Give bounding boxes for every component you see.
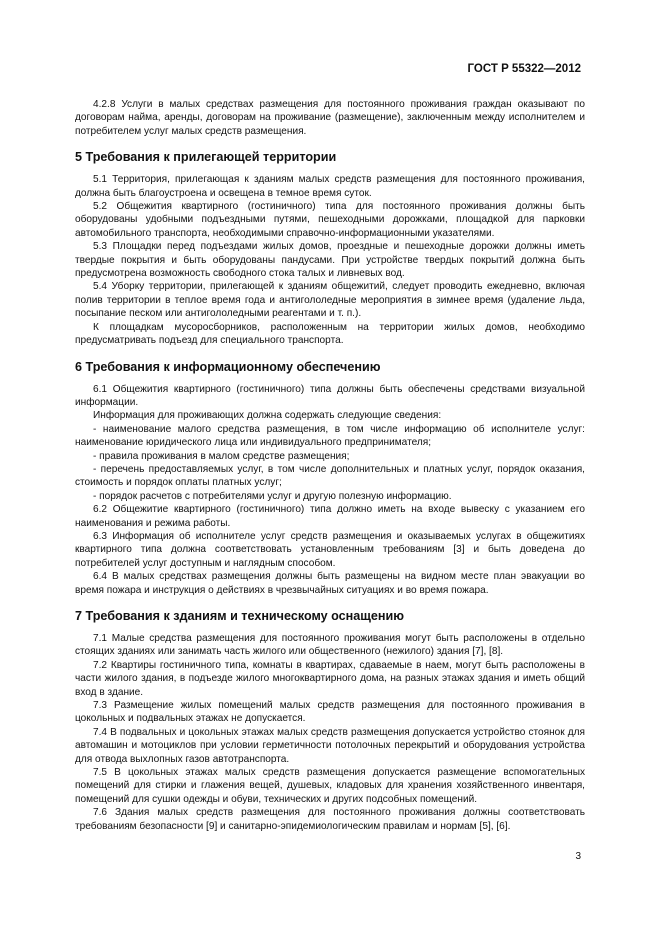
page-number: 3	[575, 851, 581, 862]
list-item: - перечень предоставляемых услуг, в том числе дополнительных и платных услуг, порядок оказания, стоимость и порядок оплаты платных услуг;	[75, 463, 585, 489]
paragraph: 6.1 Общежития квартирного (гостиничного) типа должны быть обеспечены средствами визуальной информации.	[75, 383, 585, 408]
paragraph: 7.2 Квартиры гостиничного типа, комнаты в квартирах, сдаваемые в наем, могут быть расположены в части жилого здания, в подъезде жилого многоквартирного дома, на разных этажах здания и иметь общий вход в здание.	[75, 659, 585, 698]
paragraph: 5.2 Общежития квартирного (гостиничного) типа для постоянного проживания должны быть оборудованы удобными подъездными путями, пешеходными дорожками, площадкой для парковки автомобильного транспорта, необходимыми справочно-информационными указателями.	[75, 201, 585, 239]
section-7-title: 7 Требования к зданиям и техническому оснащению	[75, 609, 405, 623]
paragraph: 7.4 В подвальных и цокольных этажах малых средств размещения допускается устройство стоянок для автомашин и мотоциклов при условии герметичности потолочных перекрытий и оборудования устройства для отвода выхлопных газов автотранспорта.	[75, 726, 585, 765]
paragraph: 7.6 Здания малых средств размещения для постоянного проживания должны соответствовать требованиям безопасности [9] и санитарно-эпидемиологическим правилам и нормам [5], [6].	[75, 807, 585, 832]
page-content	[75, 98, 585, 833]
paragraph-4-2-8: 4.2.8 Услуги в малых средствах размещения для постоянного проживания граждан оказывают по договорам найма, аренды, договорам на проживание (размещение), заключенным между исполнителем и потребителем услуг малых средств размещения.	[75, 99, 585, 137]
paragraph: Информация для проживающих должна содержать следующие сведения:	[93, 410, 442, 422]
paragraph: 7.5 В цокольных этажах малых средств размещения допускается размещение вспомогательных помещений для стирки и глажения вещей, душевых, кладовых для хранения хозяйственного инвентаря, помещений для сушки одежды и обуви, технических и других подсобных помещений.	[75, 767, 585, 805]
paragraph: 5.3 Площадки перед подъездами жилых домов, проездные и пешеходные дорожки должны иметь твердые покрытия и быть оборудованы пандусами. При устройстве твердых покрытий должна быть предусмотрена возможность свободного стока талых и ливневых вод.	[75, 241, 585, 280]
paragraph: 6.3 Информация об исполнителе услуг средств размещения и оказываемых услугах в общежитиях квартирного типа должна соответствовать установленным требованиям [3] и быть доведена до потребителей услуг доступным и наглядным способом.	[75, 530, 585, 569]
paragraph: 7.1 Малые средства размещения для постоянного проживания могут быть расположены в отдельно стоящих зданиях или занимать часть жилого или общественного (нежилого) здания [7], [8].	[75, 633, 585, 658]
list-item: - порядок расчетов с потребителями услуг и другую полезную информацию.	[93, 490, 452, 502]
list-item: - наименование малого средства размещения, в том числе информацию об исполнителе услуг: наименование юридического лица или индивидуального предпринимателя;	[75, 423, 585, 449]
section-6-title: 6 Требования к информационному обеспечению	[75, 359, 381, 374]
paragraph: 5.1 Территория, прилегающая к зданиям малых средств размещения для постоянного проживания, должна быть благоустроена и освещена в темное время суток.	[75, 174, 585, 199]
paragraph: 6.4 В малых средствах размещения должны быть размещены на видном месте план эвакуации во время пожара и инструкция о действиях в чрезвычайных ситуациях и во время пожара.	[75, 571, 585, 596]
paragraph: 5.4 Уборку территории, прилегающей к зданиям общежитий, следует проводить ежедневно, включая полив территории в теплое время года и антигололедные мероприятия в зимнее время (удаление льда, посыпание песком или антигололедными реагентами и т. п.).	[75, 281, 585, 320]
paragraph: 6.2 Общежитие квартирного (гостиничного) типа должно иметь на входе вывеску с указанием его наименования и режима работы.	[75, 504, 585, 529]
standard-code: ГОСТ Р 55322—2012	[467, 63, 581, 75]
paragraph: К площадкам мусоросборников, расположенным на территории жилых домов, необходимо предусматривать подъезд для специального транспорта.	[75, 321, 585, 347]
paragraph: 7.3 Размещение жилых помещений малых средств размещения для постоянного проживания в цокольных и подвальных этажах не допускается.	[75, 700, 585, 725]
section-5-title: 5 Требования к прилегающей территории	[75, 150, 337, 165]
list-item: - правила проживания в малом средстве размещения;	[93, 450, 350, 462]
